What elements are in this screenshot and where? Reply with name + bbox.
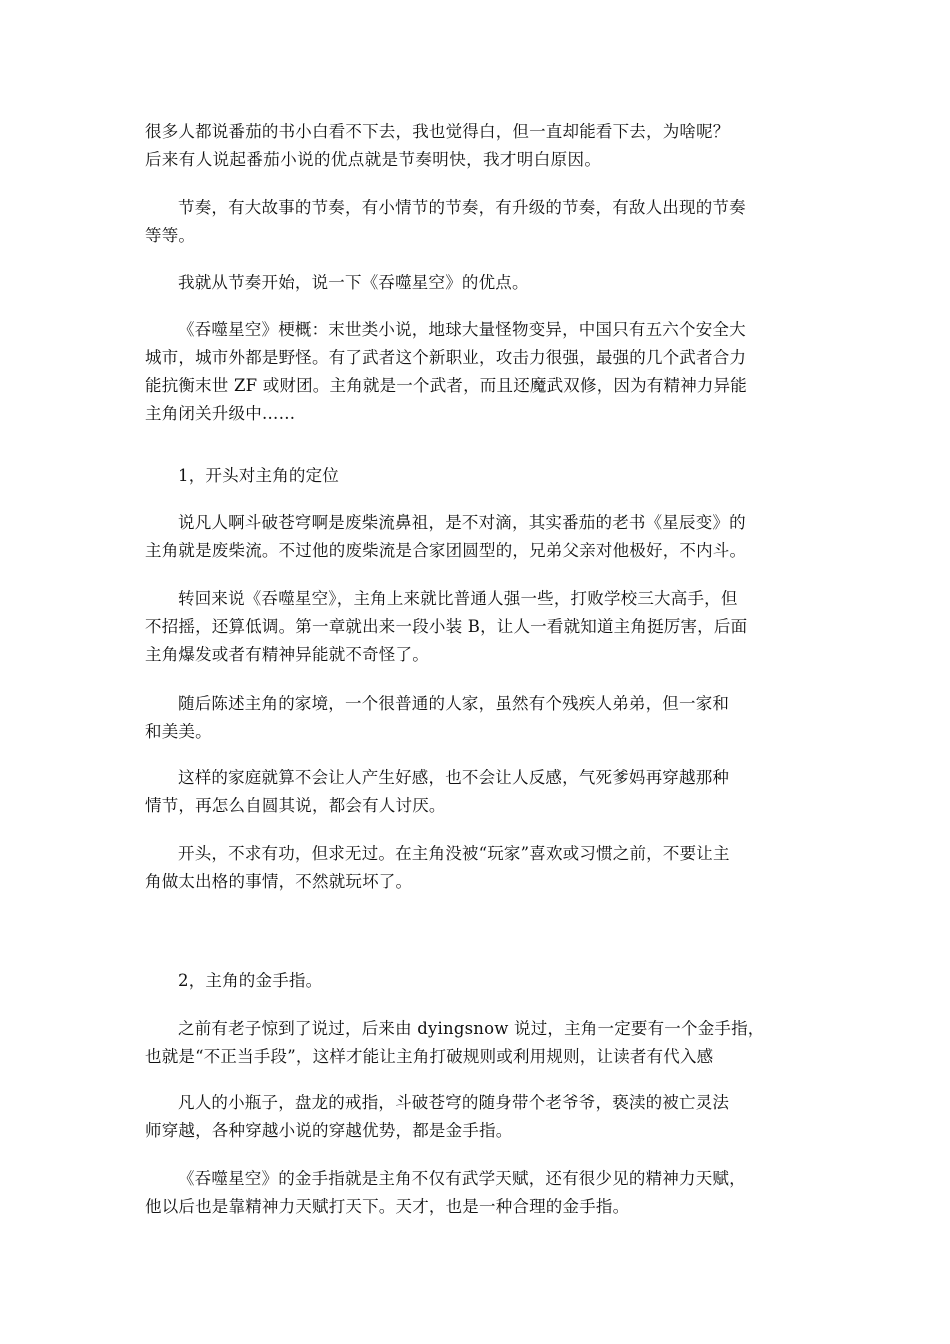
paragraph-line: 和美美。 — [145, 722, 212, 741]
paragraph-line: 主角就是废柴流。不过他的废柴流是合家团圆型的，兄弟父亲对他极好，不内斗。 — [145, 541, 747, 560]
paragraph-12 — [145, 1165, 810, 1221]
paragraph-line: 转回来说《吞噬星空》，主角上来就比普通人强一些，打败学校三大高手，但 — [178, 589, 738, 608]
section-heading-2 — [178, 967, 810, 995]
paragraph-line: 开头，不求有功，但求无过。在主角没被“玩家”喜欢或习惯之前，不要让主 — [178, 844, 730, 863]
paragraph-8 — [145, 764, 810, 820]
paragraph-line: 主角闭关升级中…… — [145, 404, 296, 423]
paragraph-11 — [145, 1089, 810, 1145]
paragraph-6 — [145, 585, 810, 669]
section-heading: 2，主角的金手指。 — [178, 971, 323, 990]
paragraph-7 — [145, 690, 810, 746]
paragraph-line: 《吞噬星空》的金手指就是主角不仅有武学天赋，还有很少见的精神力天赋， — [178, 1169, 746, 1188]
paragraph-1 — [145, 118, 810, 174]
paragraph-line: 能抗衡末世 ZF 或财团。主角就是一个武者，而且还魔武双修，因为有精神力异能 — [145, 376, 748, 395]
section-heading-1 — [178, 462, 810, 490]
paragraph-line: 他以后也是靠精神力天赋打天下。天才，也是一种合理的金手指。 — [145, 1197, 630, 1216]
paragraph-line: 城市，城市外都是野怪。有了武者这个新职业，攻击力很强，最强的几个武者合力 — [145, 348, 747, 367]
paragraph-line: 这样的家庭就算不会让人产生好感，也不会让人反感，气死爹妈再穿越那种 — [178, 768, 730, 787]
paragraph-line: 我就从节奏开始，说一下《吞噬星空》的优点。 — [178, 273, 529, 292]
paragraph-line: 情节，再怎么自圆其说，都会有人讨厌。 — [145, 796, 446, 815]
section-heading: 1，开头对主角的定位 — [178, 466, 339, 485]
paragraph-5 — [145, 509, 810, 565]
paragraph-line: 节奏，有大故事的节奏，有小情节的节奏，有升级的节奏，有敌人出现的节奏 — [178, 198, 746, 217]
paragraph-line: 角做太出格的事情，不然就玩坏了。 — [145, 872, 413, 891]
paragraph-line: 说凡人啊斗破苍穹啊是废柴流鼻祖，是不对滴，其实番茄的老书《星辰变》的 — [178, 513, 746, 532]
paragraph-line: 很多人都说番茄的书小白看不下去，我也觉得白，但一直却能看下去，为啥呢？ — [145, 122, 730, 141]
paragraph-line: 主角爆发或者有精神异能就不奇怪了。 — [145, 645, 429, 664]
paragraph-line: 等等。 — [145, 226, 196, 245]
paragraph-line: 凡人的小瓶子，盘龙的戒指，斗破苍穹的随身带个老爷爷，亵渎的被亡灵法 — [178, 1093, 730, 1112]
paragraph-line: 之前有老子惊到了说过，后来由 dyingsnow 说过，主角一定要有一个金手指， — [178, 1019, 765, 1038]
paragraph-line: 《吞噬星空》梗概：末世类小说，地球大量怪物变异，中国只有五六个安全大 — [178, 320, 746, 339]
paragraph-line: 随后陈述主角的家境，一个很普通的人家，虽然有个残疾人弟弟，但一家和 — [178, 694, 730, 713]
paragraph-10 — [145, 1015, 810, 1071]
paragraph-line: 不招摇，还算低调。第一章就出来一段小装 B，让人一看就知道主角挺厉害，后面 — [145, 617, 748, 636]
paragraph-line: 师穿越，各种穿越小说的穿越优势，都是金手指。 — [145, 1121, 513, 1140]
paragraph-line: 也就是“不正当手段”，这样才能让主角打破规则或利用规则，让读者有代入感 — [145, 1047, 714, 1066]
paragraph-line: 后来有人说起番茄小说的优点就是节奏明快，我才明白原因。 — [145, 150, 602, 169]
paragraph-4 — [145, 316, 810, 428]
paragraph-3 — [178, 269, 810, 297]
paragraph-2 — [145, 194, 810, 250]
paragraph-9 — [145, 840, 810, 896]
